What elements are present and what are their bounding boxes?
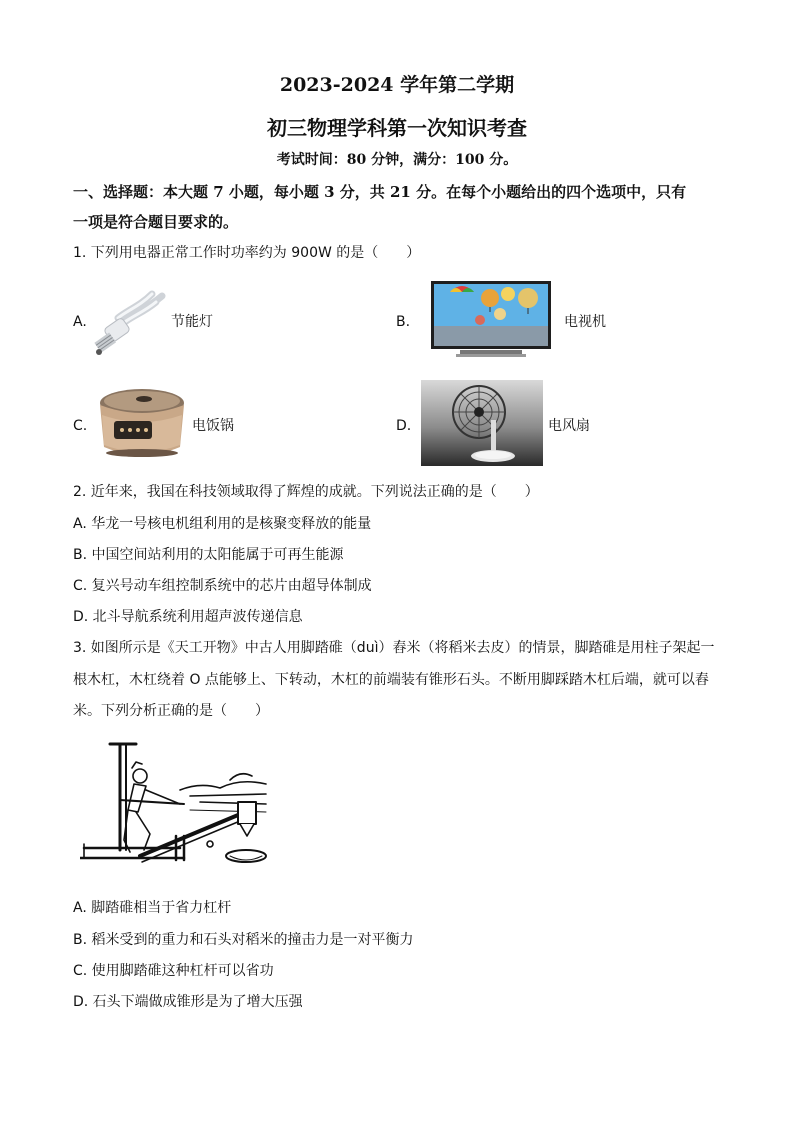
- q2-option-c: C. 复兴号动车组控制系统中的芯片由超导体制成: [73, 578, 372, 594]
- electric-fan-icon: [421, 380, 543, 466]
- q3-option-c: C. 使用脚踏碓这种杠杆可以省功: [73, 963, 274, 979]
- exam-title: 初三物理学科第一次知识考查: [267, 116, 527, 140]
- q3-option-a: A. 脚踏碓相当于省力杠杆: [73, 900, 232, 916]
- q1-option-a-label: 节能灯: [171, 314, 213, 330]
- rice-cooker-icon: [94, 385, 190, 459]
- q1-option-d-letter: D.: [396, 418, 412, 434]
- q3-stem-line3: 米。下列分析正确的是（ ）: [73, 703, 269, 719]
- q1-stem: 1. 下列用电器正常工作时功率约为 900W 的是（ ）: [73, 245, 421, 261]
- q1-option-b-letter: B.: [396, 314, 411, 330]
- q1-option-c-label: 电饭锅: [192, 418, 234, 434]
- q2-stem: 2. 近年来，我国在科技领域取得了辉煌的成就。下列说法正确的是（ ）: [73, 484, 539, 500]
- q1-option-d-label: 电风扇: [548, 418, 590, 434]
- television-icon: [430, 280, 552, 358]
- q3-stem-line1: 3. 如图所示是《天工开物》中古人用脚踏碓（duì）舂米（将稻米去皮）的情景，脚踏碓是用柱子架起一: [73, 640, 715, 656]
- foot-pestle-illustration-icon: [80, 740, 270, 880]
- q2-option-b: B. 中国空间站利用的太阳能属于可再生能源: [73, 547, 344, 563]
- q3-stem-line2: 根木杠，木杠绕着 O 点能够上、下转动，木杠的前端装有锥形石头。不断用脚踩踏木杠后端，就可以舂: [73, 672, 709, 688]
- exam-info: 考试时间：80 分钟，满分：100 分。: [276, 152, 518, 168]
- q2-option-d: D. 北斗导航系统利用超声波传递信息: [73, 609, 303, 625]
- q3-option-d: D. 石头下端做成锥形是为了增大压强: [73, 994, 303, 1010]
- section-heading-line2: 一项是符合题目要求的。: [73, 213, 239, 231]
- q1-option-b-label: 电视机: [564, 314, 606, 330]
- q2-option-a: A. 华龙一号核电机组利用的是核聚变释放的能量: [73, 516, 372, 532]
- q1-option-a-letter: A.: [73, 314, 87, 330]
- energy-saving-lamp-icon: [92, 286, 170, 358]
- section-heading-line1: 一、选择题：本大题 7 小题，每小题 3 分，共 21 分。在每个小题给出的四个选项中，只有: [73, 183, 687, 201]
- q3-option-b: B. 稻米受到的重力和石头对稻米的撞击力是一对平衡力: [73, 932, 414, 948]
- q1-option-c-letter: C.: [73, 418, 88, 434]
- year-line: 2023-2024 学年第二学期: [279, 74, 515, 96]
